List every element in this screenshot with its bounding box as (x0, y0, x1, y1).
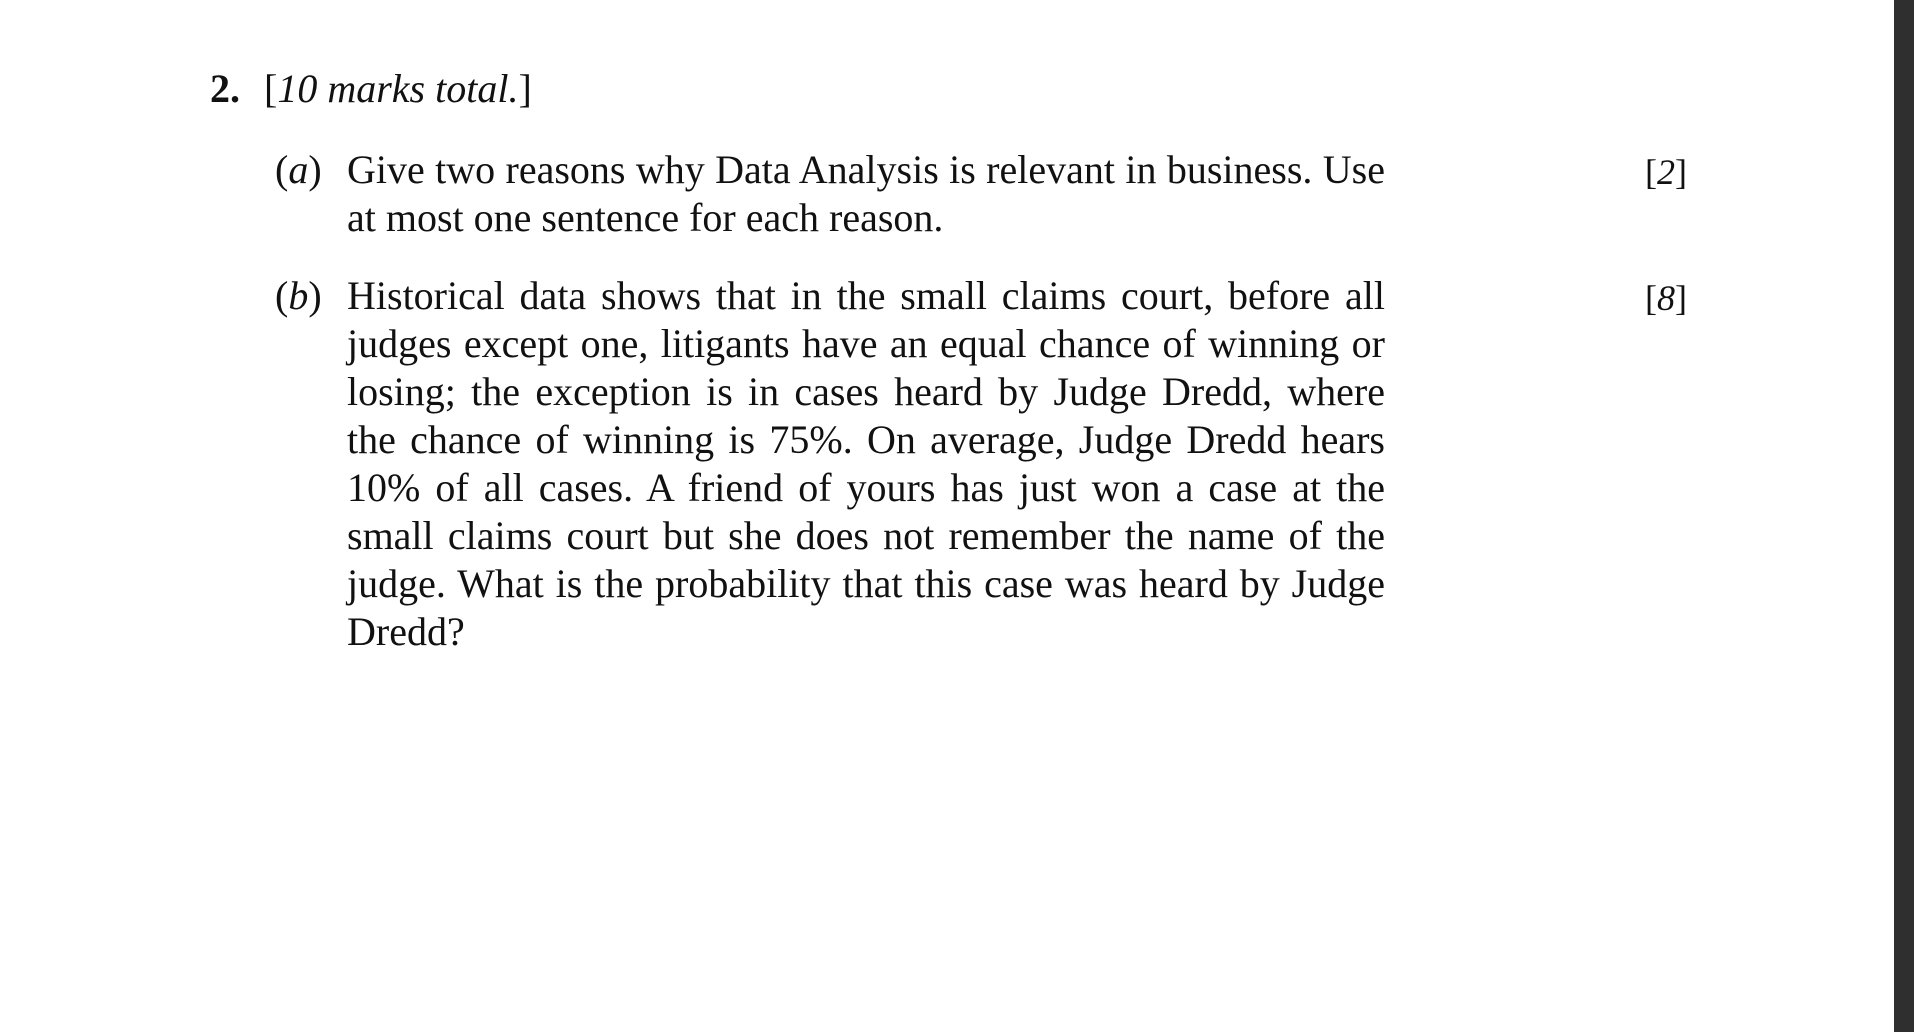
viewer-scroll-edge (1894, 0, 1914, 1032)
part-a-marks: [2] (1645, 152, 1687, 192)
question-header (210, 65, 532, 113)
part-a-label: (a) (275, 147, 322, 192)
question-number: 2. (210, 66, 240, 111)
part-b-marks: [8] (1645, 278, 1687, 318)
part-a-paragraph: Give two reasons why Data Analysis is relevant in business. Use at most one sentence for each reason. (347, 147, 1385, 240)
part-b-text (347, 272, 1885, 656)
question-total-marks: [10 marks total.] (264, 66, 532, 111)
part-b-label: (b) (275, 273, 322, 318)
part-b-paragraph: Historical data shows that in the small claims court, before all judges except one, litigants have an equal chance of winning or losing; the exception is in cases heard by Judge Dredd, where the chance of winning is 75%. On average, Judge Dredd hears 10% of all cases. A friend of yours has just won a case at the small claims court but she does not remember the name of the judge. What is the probability that this case was heard by Judge Dredd? (347, 273, 1385, 654)
